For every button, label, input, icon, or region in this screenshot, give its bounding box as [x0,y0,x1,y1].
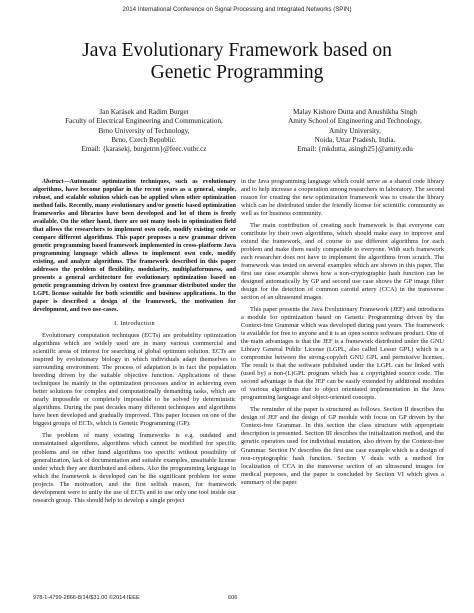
left-column [33,178,236,505]
body-paragraph: The problem of many existing frameworks is e.g. outdated and unmaintained algorithms, algorithms which cannot be modified for specific problems and on other hand algorithms too specific without possibility of generalization, lack of documentation and suitable examples, unsuitable license under which they are distributed and others. Also the programming language in which the framework is developed can be the significant problem for some projects. The motivation, and the first selfish reason, for framework development were to unify the use of ECTs and to use only one tool inside our research group. This should help to develop a single project [33,432,236,504]
abstract-lead: Abstract [42,178,64,185]
body-paragraph: The reminder of the paper is structured as follows. Section II describes the design of JEF and the design of GP module with focus on GP driven by the Context-free Grammar. In this section the class structure with appropriate description is presented. Section III describes the initialization method, and the genetic operators used for individual mutation, also driven by the Context-free Grammar. Section IV describes the first use case example which is a design of non-cryptographic hash function. Section V deals with a method for localization of CCA in the transverse section of an ultrasound images for medical purposes, and the paper is concluded by Section VI which gives a summary of the paper. [241,406,444,486]
author-location: Noida, Uttar Pradesh, India. [314,135,396,144]
author-affiliation: Amity School of Engineering and Technology, [288,117,422,126]
author-email: Email: {karasekj, burgetrm}@feec.vutbr.cz [81,145,207,154]
abstract [33,178,236,314]
author-affiliation: Faculty of Electrical Engineering and Communication, [65,117,223,126]
author-affiliation: Amity University, [329,126,381,135]
body-paragraph: in the Java programming language which could serve as a shared code library and to help increase a cooperation among researchers in laboratory. The second reason for creating the new optimization framework was to create the library which can be distributed under the friendly license for scientific community as well as for business community. [241,178,444,218]
right-column [241,178,444,487]
author-affiliation: Brno University of Technology, [98,126,190,135]
author-block-right [255,108,455,154]
body-paragraph: This paper presents the Java Evolutionary Framework (JEF) and introduces a module for optimization based on Genetic Programming driven by the Context-free Grammar which was developed during past years. The framework is available for free to anyone and it is an open source software product. One of the main advantages is that the JEF is a framework distributed under the GNU Library General Public License (LGPL, also called Lesser GPL) which is a compromise between the strong-copyleft GNU GPL and permissive licenses. The result is that the software published under the LGPL can be linked with (used by) a non-(L)GPL program which has a copyrighted source code. The second advantage is that the JEF can be easily extended by additional modules of various algorithms due to object orientated implementation in the Java programming language and object-oriented concepts. [241,306,444,402]
title-line: Genetic Programming [150,62,324,83]
body-paragraph: The main contribution of creating such framework is that everyone can contribute by their own algorithms, which should make easy to improve and extend the framework, and of course to use different algorithms for each problem and make them easily comparable to everyone. With such framework each researcher does not have to implement the algorithms from scratch. The framework was tested on several examples which are shown in this paper. The first use case example shows how a non-cryptographic hash function can be designed automatically by GP and second use case shows the GP image filter design for the detection of common carotid artery (CCA) in the transverse section of an ultrasound images. [241,222,444,302]
title-line: Java Evolutionary Framework based on [82,40,392,61]
author-names: Jan Karásek and Radim Burget [99,108,189,116]
author-email: Email: {mkdutta, asingh25}@amity.edu [297,145,413,154]
author-location: Brno, Czech Republic. [111,135,177,144]
section-heading: I. Introduction [114,320,155,328]
paper-title [0,40,474,84]
page-number: 606 [228,595,238,601]
conference-header: 2014 International Conference on Signal Processing and Integrated Networks (SPIN) [122,6,352,13]
abstract-text: —Automatic optimization techniques, such as evolutionary algorithms, have become popular in the recent years as a general, simple, robust, and scalable solution which can be applied when other optimization method fails. Recently, many evolutionary and/or genetic based optimization frameworks and libraries have been developed and lot of them is freely available. On the other hand, there are not many tools in optimization field that allows the researchers to implement own code, modify existing code or compare different algorithms. This paper proposes a new grammar driven genetic programming based framework implemented in cross-platform Java programming language which allows to implement own code, modify existing, and analyze algorithms. The framework described in this paper addresses the problem of flexibility, modularity, multiplatformness, and presents a general architecture for evolutionary optimization based on genetic programming driven by context free grammar distributed under the LGPL license suitable for both scientific and business applications. In the paper is described a design of the framework, the motivation for development, and two use-cases. [33,178,236,314]
author-names: Malay Kishore Dutta and Anushikha Singh [293,108,417,116]
body-paragraph: Evolutionary computation techniques (ECTs) are probability optimization algorithms which are widely used are in many various commercial and scientific areas of interest for searching of global optimum solution. ECTs are inspired by evolutionary biology in which individuals adapt themselves to surrounding environment. The process of adaptation is in fact the population breeding driven by the suitable objective function. Applications of these techniques lie mainly in the optimization processes and/or in achieving even better solutions for complex and computationally demanding tasks, which are nearly impossible or completely impossible to be solved by deterministic algorithms. During the past decades many different techniques and algorithms have been developed and gradually improved. This paper focuses on one of the biggest groups of ECTs, which is Genetic Programming (GP). [33,332,236,428]
author-block-left [40,108,248,154]
isbn-copyright: 978-1-4799-2866-8/14/$31.00 ©2014 IEEE [33,595,140,601]
